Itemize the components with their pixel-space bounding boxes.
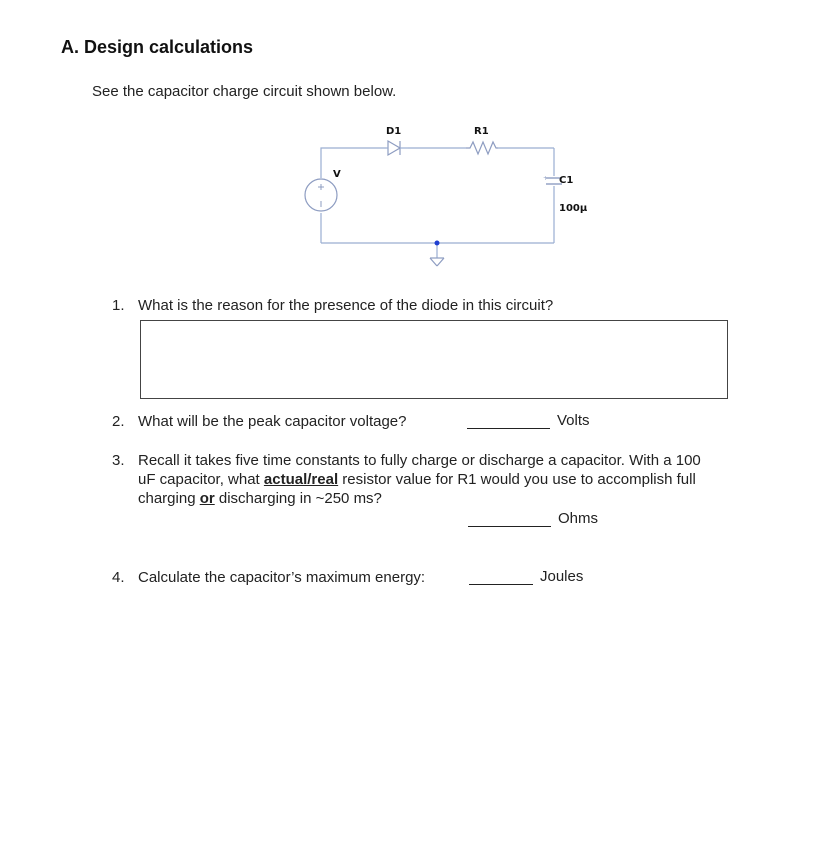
voltage-source	[305, 179, 337, 211]
question-text: What is the reason for the presence of the diode in this circuit?	[138, 297, 554, 314]
source-label: V	[333, 169, 341, 180]
circuit-diagram	[300, 120, 600, 275]
ground-symbol	[430, 258, 444, 266]
text-fragment: resistor value for R1 would you use to accomplish full	[338, 471, 696, 488]
unit-label: Volts	[557, 412, 590, 429]
emphasis-text: or	[199, 490, 215, 507]
question-3	[0, 451, 828, 511]
intro-text: See the capacitor charge circuit shown below.	[92, 83, 397, 100]
capacitor-label: C1	[559, 175, 574, 186]
diode-symbol	[386, 141, 408, 155]
question-line: Recall it takes five time constants to fully charge or discharge a capacitor. With a 100	[138, 452, 701, 469]
question-2	[0, 412, 828, 432]
question-number: 1.	[112, 297, 125, 314]
resistor-label: R1	[474, 126, 489, 137]
question-number: 4.	[112, 569, 125, 586]
question-text: What will be the peak capacitor voltage?	[138, 413, 407, 430]
question-1	[0, 296, 828, 316]
question-text	[138, 451, 788, 508]
junction-node	[435, 241, 440, 246]
section-heading: A. Design calculations	[61, 37, 254, 57]
question-number: 3.	[112, 452, 125, 469]
question-line	[138, 470, 788, 489]
answer-blank-3[interactable]	[468, 526, 551, 527]
question-text: Calculate the capacitor’s maximum energy:	[138, 569, 426, 586]
diode-label: D1	[386, 126, 402, 137]
question-4	[0, 568, 828, 588]
answer-blank-2[interactable]	[467, 428, 550, 429]
text-fragment: discharging in ~250 ms?	[214, 490, 382, 507]
question-number: 2.	[112, 413, 125, 430]
question-line	[138, 489, 788, 508]
text-fragment: uF capacitor, what	[138, 471, 264, 488]
resistor-symbol	[466, 142, 498, 154]
emphasis-text: actual/real	[263, 471, 339, 488]
unit-label: Ohms	[558, 510, 599, 527]
answer-blank-4[interactable]	[469, 584, 533, 585]
capacitor-value: 100µ	[559, 203, 588, 214]
capacitor-polarity-mark: +	[543, 175, 549, 182]
unit-label: Joules	[540, 568, 584, 585]
answer-box-1[interactable]	[140, 320, 728, 399]
text-fragment: charging	[138, 490, 200, 507]
